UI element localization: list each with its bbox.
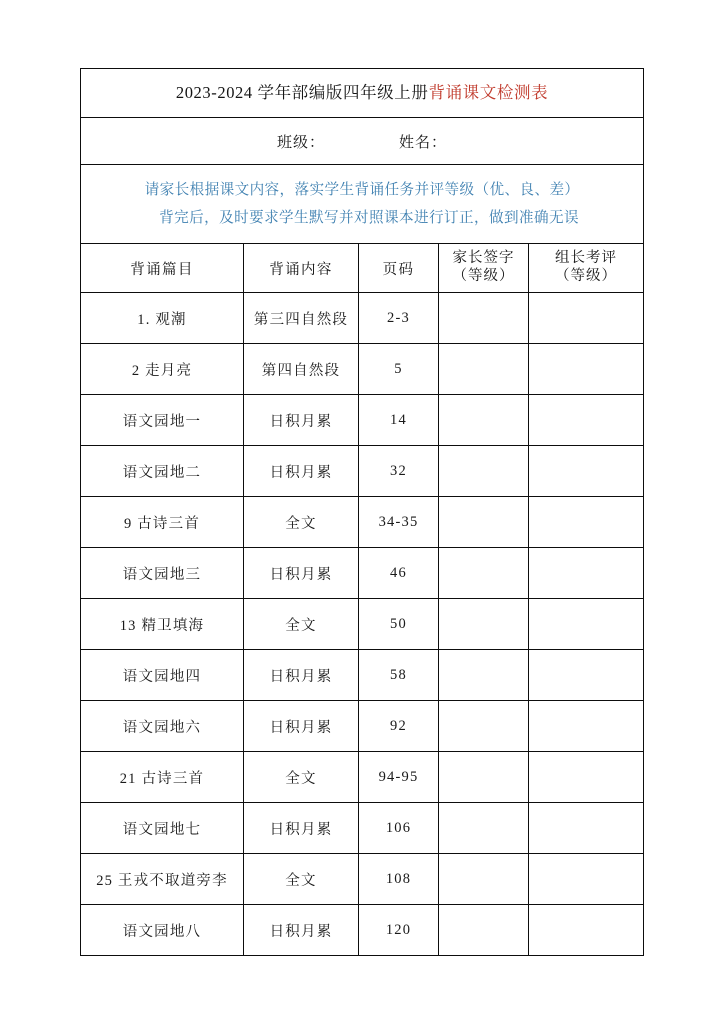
cell-recitation-title	[81, 650, 244, 701]
instruction-text	[81, 181, 643, 226]
table-header-row	[81, 244, 644, 293]
cell-recitation-content	[244, 548, 359, 599]
meta-row	[81, 118, 644, 165]
cell-recitation-title-text: 语文园地三	[122, 566, 202, 583]
cell-page-number-text: 5	[394, 360, 403, 377]
cell-recitation-content	[244, 497, 359, 548]
cell-recitation-content-text: 全文	[285, 515, 317, 532]
table-row	[81, 548, 644, 599]
cell-recitation-content-text: 日积月累	[269, 566, 333, 583]
cell-leader-review[interactable]	[529, 701, 644, 752]
cell-page-number-text: 32	[390, 462, 407, 479]
cell-recitation-content	[244, 905, 359, 956]
cell-recitation-content-text: 日积月累	[269, 413, 333, 430]
cell-page-number	[359, 650, 439, 701]
cell-parent-signature[interactable]	[439, 497, 529, 548]
cell-recitation-title	[81, 752, 244, 803]
cell-recitation-title	[81, 293, 244, 344]
instruction-row	[81, 165, 644, 244]
header-recitation-title	[81, 244, 244, 293]
table-row	[81, 599, 644, 650]
cell-page-number	[359, 854, 439, 905]
cell-page-number	[359, 497, 439, 548]
cell-page-number-text: 92	[390, 717, 407, 734]
cell-recitation-title-text: 13 精卫填海	[119, 617, 205, 634]
cell-page-number-text: 46	[390, 564, 407, 581]
header-leader-review-stack	[529, 250, 643, 285]
cell-page-number	[359, 599, 439, 650]
cell-page-number	[359, 344, 439, 395]
table-row	[81, 497, 644, 548]
cell-recitation-content-text: 日积月累	[269, 464, 333, 481]
cell-leader-review[interactable]	[529, 395, 644, 446]
cell-page-number-text: 14	[390, 411, 407, 428]
cell-parent-signature[interactable]	[439, 701, 529, 752]
table-row	[81, 905, 644, 956]
table-row	[81, 395, 644, 446]
cell-recitation-content-text: 第三四自然段	[253, 311, 349, 328]
document-title-cell	[81, 69, 644, 118]
cell-page-number	[359, 905, 439, 956]
cell-leader-review[interactable]	[529, 599, 644, 650]
table-row	[81, 446, 644, 497]
cell-parent-signature[interactable]	[439, 650, 529, 701]
cell-page-number	[359, 395, 439, 446]
cell-recitation-content-text: 日积月累	[269, 821, 333, 838]
cell-leader-review[interactable]	[529, 752, 644, 803]
cell-parent-signature[interactable]	[439, 395, 529, 446]
cell-recitation-content	[244, 752, 359, 803]
cell-recitation-content	[244, 446, 359, 497]
table-row	[81, 701, 644, 752]
header-page-number	[359, 244, 439, 293]
cell-leader-review[interactable]	[529, 854, 644, 905]
cell-recitation-content-text: 第四自然段	[261, 362, 341, 379]
cell-recitation-content-text: 全文	[285, 770, 317, 787]
name-label: 姓名：	[399, 134, 448, 151]
header-parent-signature-sublabel: （等级）	[452, 268, 515, 284]
cell-recitation-content	[244, 395, 359, 446]
header-parent-signature-label: 家长签字	[452, 250, 515, 267]
cell-page-number-text: 108	[385, 870, 412, 887]
cell-recitation-title-text: 语文园地二	[122, 464, 202, 481]
cell-page-number-text: 34-35	[378, 513, 419, 530]
page-title-main: 2023-2024 学年部编版四年级上册	[175, 83, 429, 103]
cell-parent-signature[interactable]	[439, 599, 529, 650]
cell-parent-signature[interactable]	[439, 905, 529, 956]
cell-leader-review[interactable]	[529, 344, 644, 395]
cell-recitation-title	[81, 701, 244, 752]
cell-recitation-title	[81, 854, 244, 905]
instruction-line-2: 背完后，及时要求学生默写并对照课本进行订正，做到准确无误	[159, 209, 579, 226]
table-row	[81, 650, 644, 701]
header-leader-review	[529, 244, 644, 293]
cell-recitation-content	[244, 803, 359, 854]
cell-recitation-title-text: 2 走月亮	[131, 362, 193, 379]
cell-recitation-content-text: 全文	[285, 617, 317, 634]
cell-leader-review[interactable]	[529, 650, 644, 701]
cell-recitation-content	[244, 599, 359, 650]
cell-recitation-title	[81, 497, 244, 548]
cell-recitation-content	[244, 344, 359, 395]
cell-page-number-text: 2-3	[387, 309, 410, 326]
header-parent-signature	[439, 244, 529, 293]
cell-page-number-text: 94-95	[378, 768, 419, 785]
header-leader-review-label: 组长考评	[555, 250, 618, 267]
header-recitation-title-label: 背诵篇目	[130, 261, 194, 278]
cell-leader-review[interactable]	[529, 803, 644, 854]
cell-recitation-title	[81, 344, 244, 395]
cell-page-number-text: 106	[385, 819, 412, 836]
cell-recitation-content	[244, 650, 359, 701]
cell-leader-review[interactable]	[529, 446, 644, 497]
meta-cell	[81, 118, 644, 165]
cell-recitation-content-text: 日积月累	[269, 719, 333, 736]
table-row	[81, 854, 644, 905]
cell-page-number	[359, 803, 439, 854]
header-parent-signature-stack	[439, 250, 528, 285]
cell-parent-signature[interactable]	[439, 752, 529, 803]
cell-recitation-title-text: 25 王戎不取道旁李	[96, 872, 228, 889]
cell-leader-review[interactable]	[529, 548, 644, 599]
header-recitation-content	[244, 244, 359, 293]
cell-leader-review[interactable]	[529, 293, 644, 344]
cell-recitation-title	[81, 446, 244, 497]
cell-page-number	[359, 293, 439, 344]
cell-recitation-content	[244, 701, 359, 752]
header-page-number-label: 页码	[382, 261, 415, 278]
table-body	[81, 69, 644, 956]
recitation-check-sheet	[80, 68, 643, 956]
cell-recitation-title	[81, 548, 244, 599]
cell-recitation-title-text: 1. 观潮	[137, 311, 187, 328]
cell-recitation-title	[81, 599, 244, 650]
table-row	[81, 803, 644, 854]
recitation-table	[80, 68, 644, 956]
table-row	[81, 752, 644, 803]
cell-page-number	[359, 701, 439, 752]
cell-parent-signature[interactable]	[439, 854, 529, 905]
cell-recitation-title	[81, 905, 244, 956]
header-leader-review-sublabel: （等级）	[555, 268, 618, 284]
cell-recitation-content-text: 日积月累	[269, 923, 333, 940]
page-title	[81, 83, 643, 103]
cell-recitation-content-text: 日积月累	[269, 668, 333, 685]
cell-leader-review[interactable]	[529, 497, 644, 548]
cell-parent-signature[interactable]	[439, 446, 529, 497]
table-row	[81, 344, 644, 395]
cell-recitation-title	[81, 395, 244, 446]
cell-recitation-content	[244, 293, 359, 344]
cell-recitation-title-text: 语文园地一	[122, 413, 202, 430]
cell-leader-review[interactable]	[529, 905, 644, 956]
table-row	[81, 293, 644, 344]
title-row	[81, 69, 644, 118]
header-recitation-content-label: 背诵内容	[269, 261, 333, 278]
cell-parent-signature[interactable]	[439, 344, 529, 395]
instruction-cell	[81, 165, 644, 244]
class-label: 班级：	[277, 134, 326, 151]
page-title-accent: 背诵课文检测表	[428, 83, 549, 103]
cell-parent-signature[interactable]	[439, 548, 529, 599]
cell-page-number	[359, 446, 439, 497]
cell-recitation-content-text: 全文	[285, 872, 317, 889]
cell-recitation-title-text: 语文园地七	[122, 821, 202, 838]
cell-page-number-text: 58	[390, 666, 407, 683]
cell-parent-signature[interactable]	[439, 803, 529, 854]
cell-recitation-title-text: 9 古诗三首	[123, 515, 201, 532]
cell-recitation-title-text: 语文园地四	[122, 668, 202, 685]
cell-parent-signature[interactable]	[439, 293, 529, 344]
instruction-line-1: 请家长根据课文内容，落实学生背诵任务并评等级（优、良、差）	[144, 182, 580, 199]
meta-fields	[81, 131, 643, 152]
cell-recitation-content	[244, 854, 359, 905]
cell-recitation-title-text: 语文园地六	[122, 719, 202, 736]
cell-page-number	[359, 752, 439, 803]
cell-page-number-text: 50	[390, 615, 407, 632]
cell-recitation-title	[81, 803, 244, 854]
cell-recitation-title-text: 21 古诗三首	[119, 770, 205, 787]
cell-page-number-text: 120	[385, 921, 412, 938]
cell-page-number	[359, 548, 439, 599]
cell-recitation-title-text: 语文园地八	[122, 923, 202, 940]
